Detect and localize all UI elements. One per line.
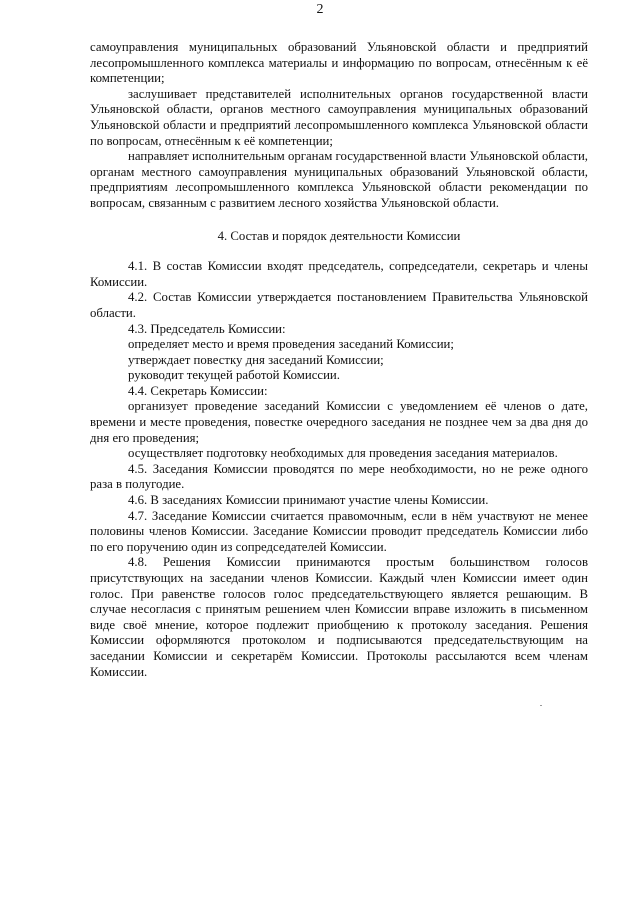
scan-artifact — [540, 705, 542, 706]
paragraph-continuation: самоуправления муниципальных образований Ульяновской области и предприятий лесопромышленного комплекса материалы и информацию по вопросам, отнесённым к её компетенции; — [90, 40, 588, 86]
paragraph-hears-representatives: заслушивает представителей исполнительных органов государственной власти Ульяновской области, органов местного самоуправления муниципальных образований Ульяновской области и предприятий лесопромышленного комплекса Ульяновской области по вопросам, отнесённым к её компетенции; — [90, 86, 588, 148]
clause-4-7: 4.7. Заседание Комиссии считается правомочным, если в нём участвуют не менее половины членов Комиссии. Заседание Комиссии проводит председатель Комиссии либо по его поручению один из сопредседателей Комиссии. — [90, 508, 588, 554]
document-body — [90, 40, 588, 680]
secretary-duty-organize: организует проведение заседаний Комиссии с уведомлением её членов о дате, времени и месте проведения, повестке очередного заседания не позднее чем за два дня до дня его проведения; — [90, 399, 588, 445]
clause-4-5: 4.5. Заседания Комиссии проводятся по мере необходимости, но не реже одного раза в полугодие. — [90, 461, 588, 492]
chairman-duty-agenda: утверждает повестку дня заседаний Комиссии; — [128, 352, 384, 367]
clause-4-3: 4.3. Председатель Комиссии: — [128, 321, 286, 336]
section-heading: 4. Состав и порядок деятельности Комиссии — [217, 228, 461, 243]
chairman-duty-management: руководит текущей работой Комиссии. — [128, 368, 340, 383]
clause-4-4: 4.4. Секретарь Комиссии: — [128, 383, 268, 398]
clause-4-8: 4.8. Решения Комиссии принимаются простым большинством голосов присутствующих на заседании членов Комиссии. Каждый член Комиссии имеет один голос. При равенстве голосов голос председательствующего является решающим. В случае несогласия с принятым решением член Комиссии вправе изложить в письменном виде своё мнение, которое подлежит приобщению к протоколу заседания. Решения Комиссии оформляются протоколом и подписываются председательствующим на заседании Комиссии и секретарём Комиссии. Протоколы рассылаются всем членам Комиссии. — [90, 555, 588, 679]
paragraph-sends-recommendations: направляет исполнительным органам государственной власти Ульяновской области, органам местного самоуправления муниципальных образований Ульяновской области, предприятиям лесопромышленного комплекса Ульяновской области рекомендации по вопросам, связанным с развитием лесного хозяйства Ульяновской области. — [90, 149, 588, 210]
clause-4-6: 4.6. В заседаниях Комиссии принимают участие члены Комиссии. — [128, 493, 489, 508]
clause-4-1: 4.1. В состав Комиссии входят председатель, сопредседатели, секретарь и члены Комиссии. — [90, 259, 588, 289]
clause-4-2: 4.2. Состав Комиссии утверждается постановлением Правительства Ульяновской области. — [90, 290, 588, 320]
page-number: 2 — [316, 2, 324, 17]
secretary-duty-prepare: осуществляет подготовку необходимых для проведения заседания материалов. — [128, 446, 558, 461]
chairman-duty-schedule: определяет место и время проведения заседаний Комиссии; — [128, 337, 454, 352]
